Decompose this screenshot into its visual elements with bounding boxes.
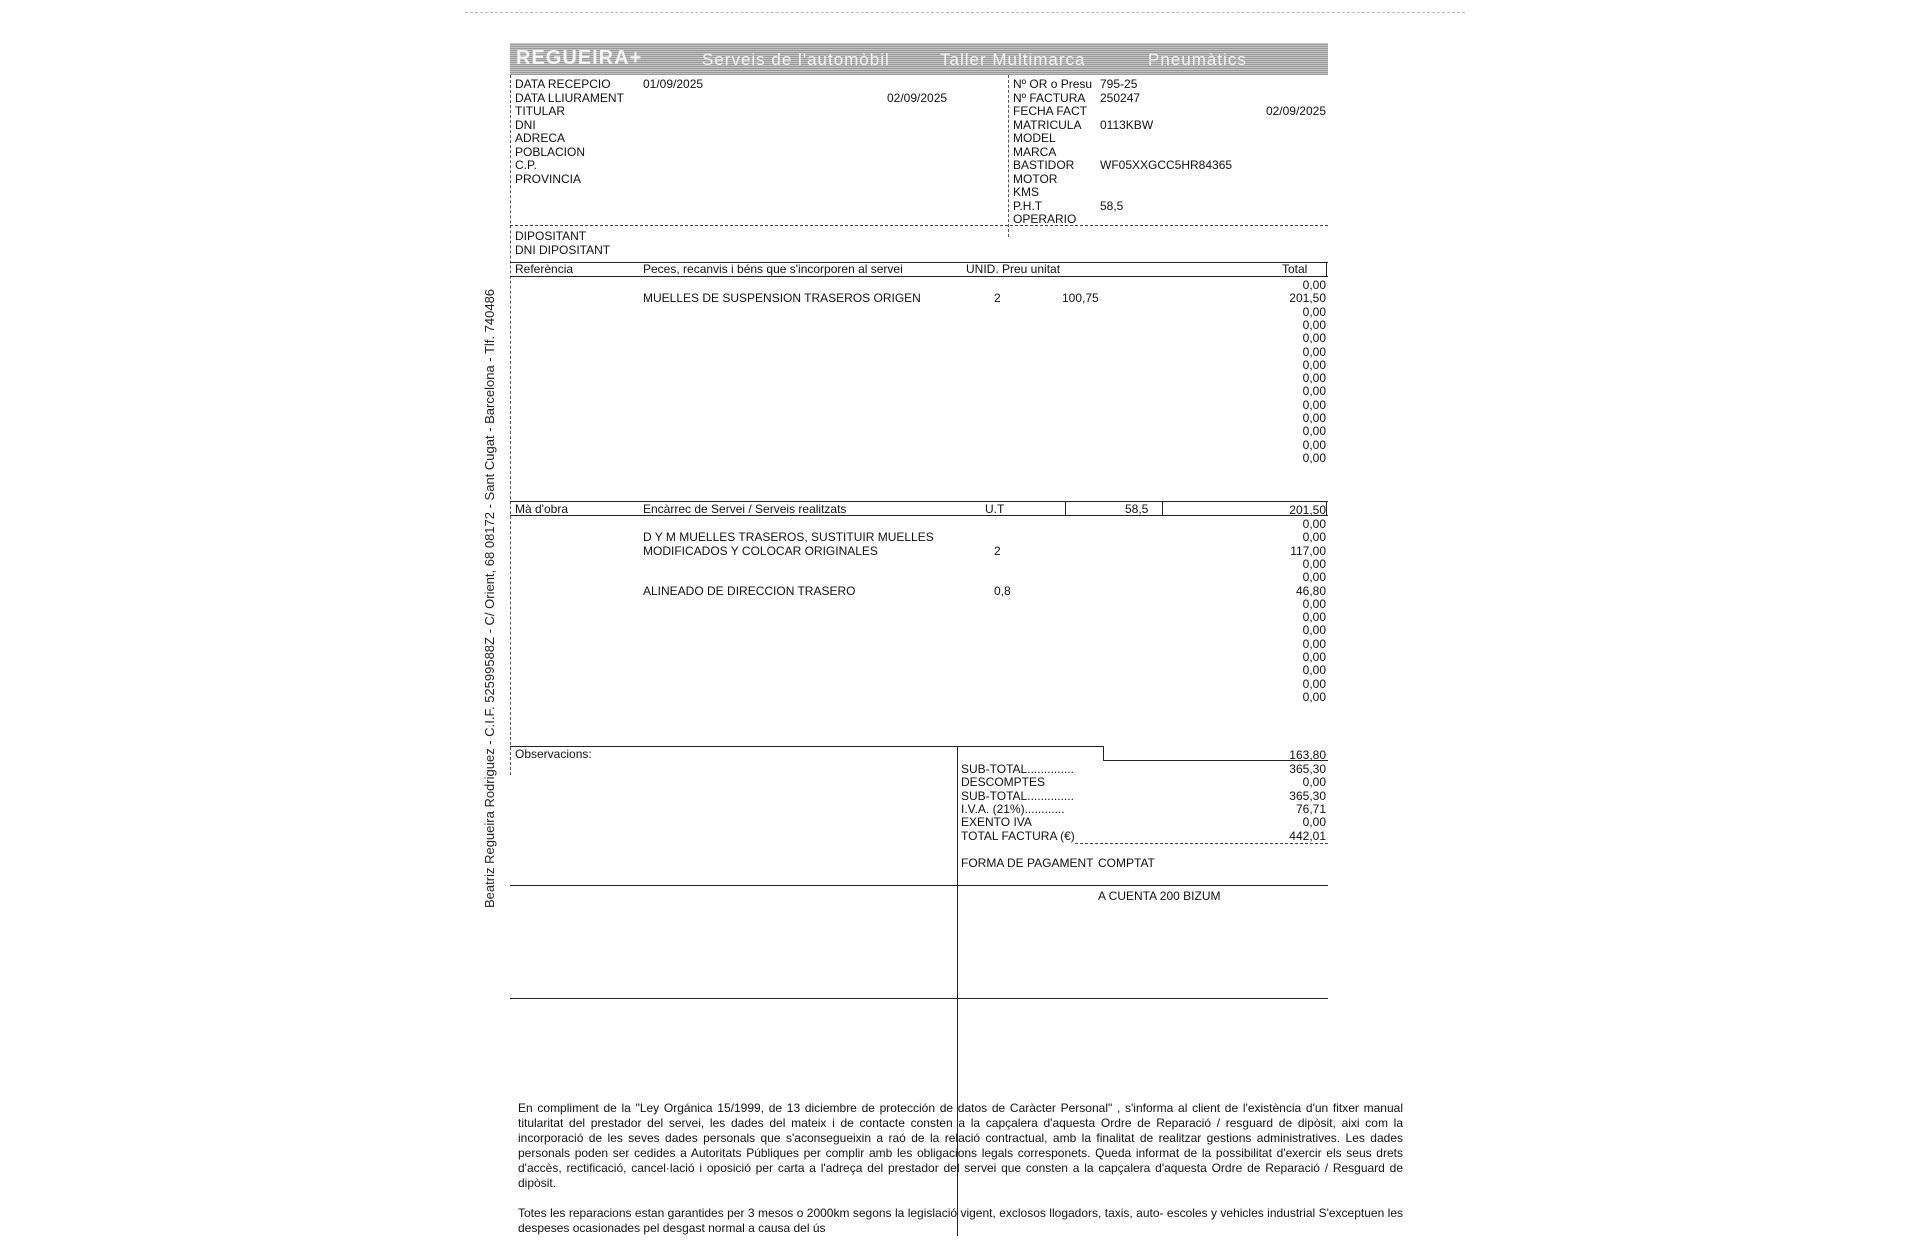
part-total: 0,00 [1302, 304, 1326, 319]
field-label: MARCA [1013, 144, 1057, 159]
payment-value: COMPTAT [1098, 856, 1155, 870]
field-label: C.P. [515, 158, 537, 172]
parts-col-units: UNID. [966, 262, 999, 276]
payment-divider [510, 885, 1328, 886]
part-price: 100,75 [1062, 291, 1099, 306]
part-total: 0,00 [1302, 278, 1326, 292]
invoice-document [510, 43, 1403, 1243]
parts-header-right [1326, 262, 1327, 276]
labor-total: 0,00 [1302, 663, 1326, 678]
total-underline [1075, 843, 1328, 844]
total-label: SUB-TOTAL.............. [961, 788, 1074, 803]
field-label: MATRICULA [1013, 117, 1082, 132]
part-total: 0,00 [1302, 397, 1326, 412]
labor-units: 2 [994, 543, 1001, 558]
total-label: TOTAL FACTURA (€) [961, 828, 1075, 843]
field-label: DNI [515, 117, 536, 132]
field-label: Nº OR o Presu [1013, 77, 1093, 91]
field-label: DATA LLIURAMENT [515, 90, 624, 105]
field-value: 01/09/2025 [643, 77, 704, 91]
field-value: 250247 [1100, 90, 1141, 105]
total-label: SUB-TOTAL.............. [961, 762, 1074, 776]
header-separator [510, 225, 1328, 226]
labor-total: 0,00 [1302, 530, 1326, 545]
field-value: 0113KBW [1100, 117, 1154, 132]
labor-header-bottom [510, 515, 1328, 516]
parts-header-bottom [510, 276, 1328, 277]
header-divider [1008, 75, 1009, 237]
total-label: I.V.A. (21%)............ [961, 801, 1065, 816]
field-value: 795-25 [1100, 77, 1138, 91]
brand-name: REGUEIRA+ [516, 47, 643, 69]
field-label: BASTIDOR [1013, 158, 1075, 172]
part-total: 0,00 [1302, 331, 1326, 346]
part-total: 0,00 [1302, 357, 1326, 372]
field-label: DNI DIPOSITANT [515, 242, 611, 257]
obs-top-mid [957, 746, 1103, 747]
total-label: DESCOMPTES [961, 775, 1046, 790]
labor-total: 117,00 [1290, 543, 1326, 558]
parts-subtotal: 201,50 [1289, 503, 1326, 517]
part-total: 0,00 [1302, 424, 1326, 439]
total-value: 442,01 [1289, 828, 1326, 843]
total-value: 0,00 [1302, 775, 1326, 790]
field-label: DATA RECEPCIO [515, 77, 611, 91]
field-label: DIPOSITANT [515, 229, 587, 243]
field-label: MODEL [1013, 131, 1056, 145]
field-label: MOTOR [1013, 171, 1058, 186]
parts-col-price: Preu unitat [1002, 262, 1061, 276]
labor-desc: ALINEADO DE DIRECCION TRASERO [643, 583, 856, 598]
total-value: 365,30 [1289, 788, 1326, 803]
labor-total: 0,00 [1302, 689, 1326, 704]
banner-tires: Pneumàtics [1148, 50, 1247, 69]
labor-total: 0,00 [1302, 570, 1326, 585]
labor-desc: D Y M MUELLES TRASEROS, SUSTITUIR MUELLES [643, 530, 934, 545]
part-total: 0,00 [1302, 450, 1326, 465]
labor-total: 46,80 [1295, 583, 1326, 598]
field-label: FECHA FACT [1013, 104, 1088, 118]
field-label: OPERARIO [1013, 212, 1077, 226]
field-label: P.H.T [1013, 198, 1043, 213]
labor-total: 0,00 [1302, 676, 1326, 691]
part-total: 201,50 [1289, 291, 1326, 306]
banner-service: Serveis de l'automòbil [702, 50, 890, 69]
labor-col-ref: Mà d'obra [515, 502, 568, 516]
labor-total: 0,00 [1302, 610, 1326, 625]
labor-subtotal: 163,80 [1289, 748, 1326, 762]
banner-workshop: Taller Multimarca [940, 50, 1086, 69]
observations-label: Observacions: [515, 747, 592, 761]
part-total: 0,00 [1302, 344, 1326, 359]
payment-label: FORMA DE PAGAMENT [961, 856, 1094, 870]
field-label: TITULAR [515, 104, 566, 118]
field-value: WF05XXGCC5HR84365 [1100, 158, 1233, 172]
labor-rate: 58,5 [1125, 502, 1149, 516]
parts-col-ref: Referència [515, 262, 574, 276]
left-border [510, 75, 511, 775]
total-value: 76,71 [1295, 801, 1326, 816]
field-value: 02/09/2025 [887, 90, 948, 105]
labor-total: 0,00 [1302, 623, 1326, 638]
privacy-notice: En compliment de la "Ley Orgánica 15/1999, de 13 diciembre de protección de datos de Caràcter Personal" , s'informa al client de l'existència d'un fitxer manual titularitat del prestador del servei, les dades del mateix i de contacte consten a la capçalera d'aquesta Ordre de Reparació / resguard de dipòsit, aixi com la incorporació de les seves dades personals que s'aconsegueixin a raó de la relació contractual, amb la finalitat de realitzar gestions administratives. Les dades personals poden ser cedides a Autoritats Públiques per complir amb les obligacions legals corresponets. Queda informat de la possibilitat d'exercir els seus drets d'accès, rectificació, cancel·lació i oposició per carta a l'adreça del prestador del servei que consten a la capçalera d'aquesta Ordre de Reparació / Resguard de dipòsit. [518, 1101, 1403, 1190]
labor-units: 0,8 [994, 583, 1011, 598]
labor-total: 0,00 [1302, 517, 1326, 531]
part-desc: MUELLES DE SUSPENSION TRASEROS ORIGEN [643, 291, 921, 306]
part-total: 0,00 [1302, 384, 1326, 399]
labor-rate-left [1065, 501, 1066, 515]
warranty-notice: Totes les reparacions estan garantides per 3 mesos o 2000km segons la legislació vigent, exclosos llogadors, taxis, auto- escoles y vehicles industrial S'exceptuen les despeses ocasionades pel desgast normal a causa del ús [518, 1206, 1403, 1235]
total-value: 365,30 [1289, 762, 1326, 776]
field-value: 58,5 [1100, 198, 1124, 213]
labor-total: 0,00 [1302, 596, 1326, 611]
part-total: 0,00 [1302, 317, 1326, 332]
scan-top-edge [465, 12, 1465, 13]
issuer-vertical-text: Beatriz Regueira Rodriguez - C.I.F. 52599588Z - C/ Orient, 68 08172 - Sant Cugat - Barcelona - Tlf. 740486 [482, 288, 497, 908]
parts-header-top [510, 262, 1328, 263]
labor-total: 0,00 [1302, 636, 1326, 651]
field-label: ADRECA [515, 131, 566, 145]
labor-header-right [1326, 501, 1327, 515]
total-label: EXENTO IVA [961, 815, 1032, 830]
labor-total: 0,00 [1302, 556, 1326, 571]
field-label: PROVINCIA [515, 171, 582, 186]
invoice-banner [510, 43, 1328, 75]
total-value: 0,00 [1302, 815, 1326, 830]
signature-line [510, 998, 1328, 999]
labor-header-top [510, 501, 1328, 502]
totals-top [1103, 760, 1328, 761]
labor-desc: MODIFICADOS Y COLOCAR ORIGINALES [643, 543, 878, 558]
labor-rate-right [1162, 501, 1163, 515]
part-total: 0,00 [1302, 371, 1326, 386]
part-units: 2 [994, 291, 1001, 306]
labor-col-units: U.T [985, 502, 1005, 516]
payment-note: A CUENTA 200 BIZUM [1098, 889, 1221, 903]
field-value: 02/09/2025 [1265, 104, 1326, 118]
field-label: KMS [1013, 185, 1040, 199]
part-total: 0,00 [1302, 437, 1326, 452]
labor-total: 0,00 [1302, 650, 1326, 664]
field-label: POBLACION [515, 144, 586, 159]
labor-col-desc: Encàrrec de Servei / Serveis realitzats [643, 502, 847, 516]
parts-col-total: Total [1282, 262, 1308, 276]
part-total: 0,00 [1302, 411, 1326, 425]
parts-col-desc: Peces, recanvis i béns que s'incorporen al servei [643, 262, 903, 276]
obs-step [1103, 746, 1104, 760]
field-label: Nº FACTURA [1013, 90, 1086, 105]
